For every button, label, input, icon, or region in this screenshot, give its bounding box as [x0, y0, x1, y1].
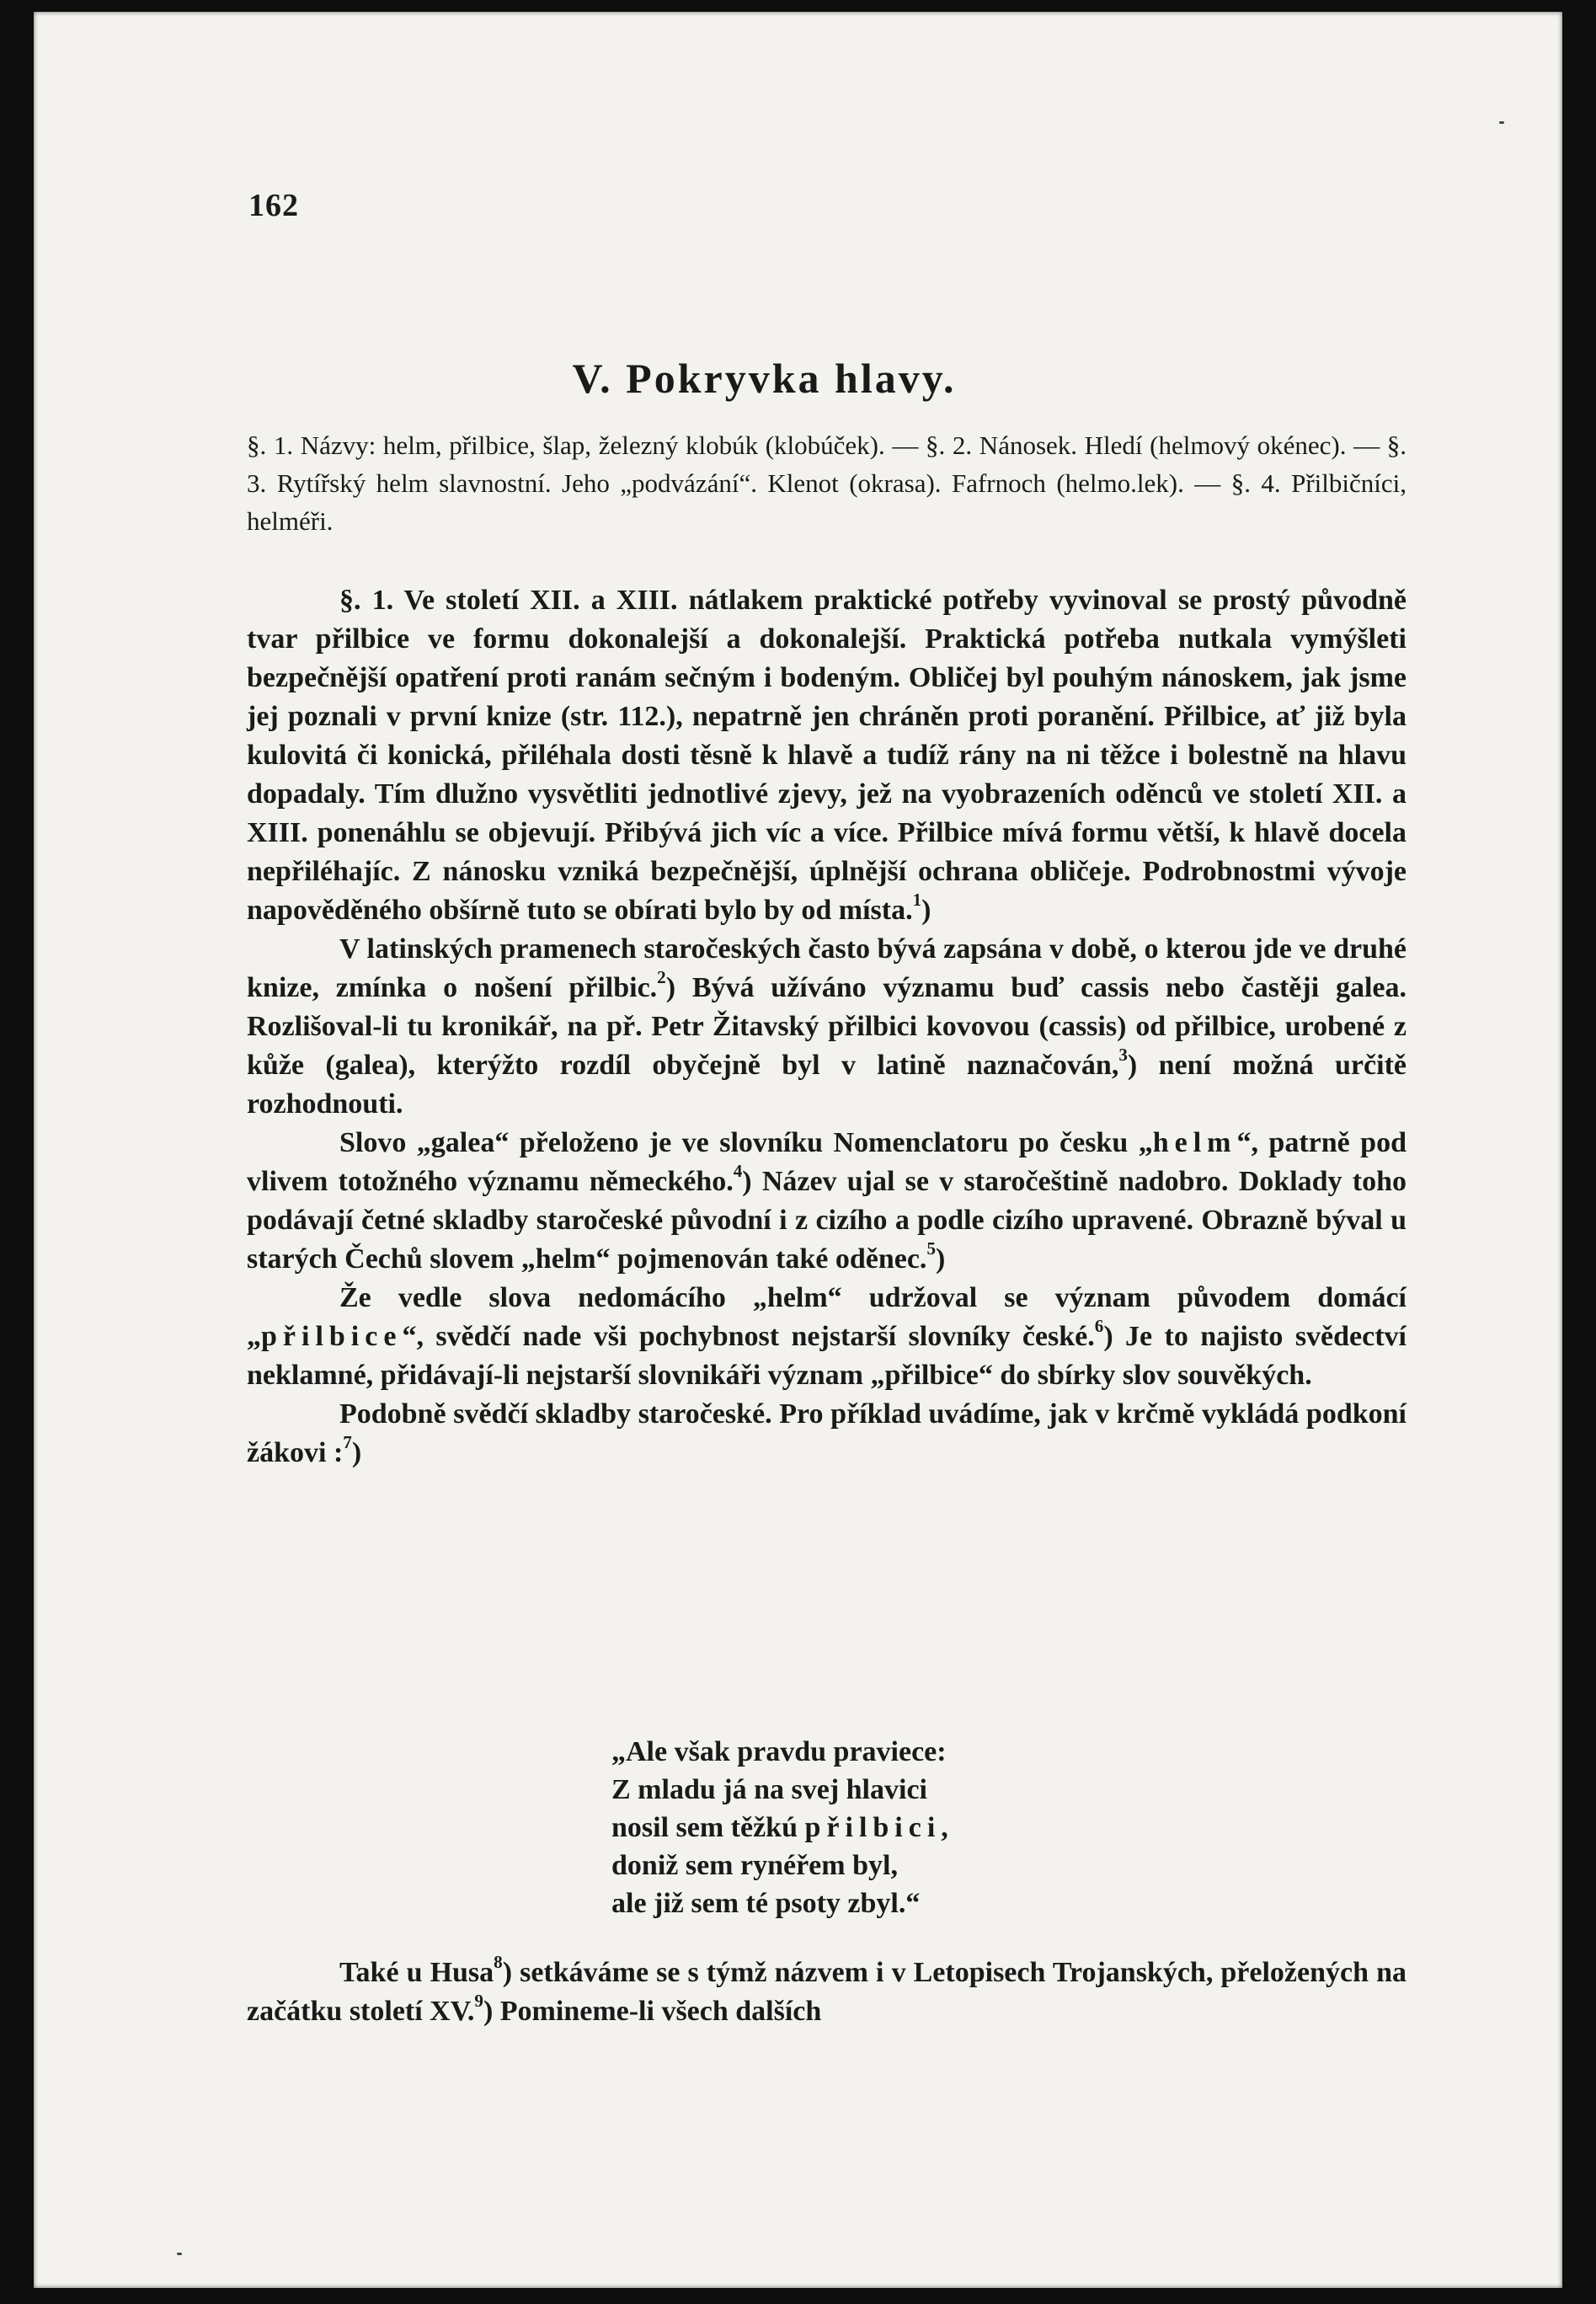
- paragraph-2: V latinských pramenech staročeských často bývá zapsána v době, o kterou jde ve druhé knize, zmínka o nošení přilbic.$^2$) Bývá užíváno významu buď cassis nebo častěji galea. Rozlišoval-li tu kronikář, na př. Petr Žitavský přilbici kovovou (cassis) od přilbice, urobené z kůže (galea), kterýžto rozdíl obyčejně byl v latině naznačován,$^3$) není možná určitě rozhodnouti.: [247, 933, 1407, 1120]
- verse-text: ,: [941, 1812, 948, 1843]
- footnote-ref: 9: [474, 1991, 483, 2012]
- page-number: 162: [248, 188, 299, 223]
- chapter-title: V. Pokryvka hlavy.: [572, 355, 957, 402]
- paragraph-text: Bývá užíváno významu buď cassis nebo častěji galea. Rozlišoval-li tu kronikář, na př. Petr Žitavský přilbici kovovou (cassis) od přilbice, urobené z kůže (galea), kterýžto rozdíl obyčejně byl v latině naznačován,: [247, 972, 1407, 1081]
- paragraph-text: Pomineme-li všech dalších: [493, 1996, 822, 2027]
- paragraph-text: Název ujal se v staročeštině nadobro. Doklady toho podávají četné skladby staročeské původní i z cizího a podle cizího upravené. Obrazně býval u starých Čechů slovem „helm“ pojmenován také oděnec.: [247, 1166, 1407, 1275]
- paragraph-3: Slovo „galea“ přeloženo je ve slovníku Nomenclatoru po česku „helm“, patrně pod vlivem totožného významu německého.$^4$) Název ujal se v staročeštině nadobro. Doklady toho podávají četné skladby staročeské původní i z cizího a podle cizího upravené. Obrazně býval u starých Čechů slovem „helm“ pojmenován také oděnec.$^5$): [247, 1127, 1407, 1275]
- closing-paragraph: [247, 1954, 1407, 2031]
- paragraph-text: §. 1. Ve století XII. a XIII. nátlakem praktické potřeby vyvinoval se prostý původně tvar přilbice ve formu dokonalejší a dokonalejší. Praktická potřeba nutkala vymýšleti bezpečnější opatření proti ranám sečným i bodeným. Obličej byl pouhým nánoskem, jak jsme jej poznali v první knize (str. 112.), nepatrně jen chráněn proti poranění. Přilbice, ať již byla kulovitá či konická, přiléhala dosti těsně k hlavě a tudíž rány na ni těžce i bolestně na hlavu dopadaly. Tím dlužno vysvětliti jednotlivé zjevy, jež na vyobrazeních oděnců ve století XII. a XIII. ponenáhlu se objevují. Přibývá jich víc a více. Přilbice mívá formu větší, k hlavě docela nepřiléhajíc. Z nánosku vzniká bezpečnější, úplnější ochrana obličeje. Podrobnostmi vývoje napověděného obšírně tuto se obírati bylo by od místa.: [247, 585, 1407, 926]
- verse-line: „Ale však pravdu praviece:: [611, 1736, 947, 1767]
- paragraph-text: Podobně svědčí skladby staročeské. Pro příklad uvádíme, jak v krčmě vykládá podkoní žákovi :: [247, 1398, 1407, 1468]
- paragraph-6: Také u Husa$^8$) setkáváme se s týmž názvem i v Letopisech Trojanských, přeložených na začátku století XV.$^9$) Pomineme-li všech dalších: [247, 1952, 1407, 2027]
- verse-line: ale již sem té psoty zbyl.“: [611, 1888, 921, 1919]
- footnote-ref: 7: [343, 1432, 352, 1453]
- main-text: [247, 581, 1407, 1473]
- paragraph-text: Je to najisto svědectví neklamné, přidávají-li nejstarší slovnikáři význam „přilbice“ do sbírky slov souvěkých.: [247, 1321, 1407, 1391]
- emphasized-word: helm: [1152, 1127, 1237, 1158]
- chapter-summary: [247, 426, 1407, 540]
- paragraph-4: Že vedle slova nedomácího „helm“ udržoval se význam původem domácí „přilbice“, svědčí nade vši pochybnost nejstarší slovníky české.$^6$) Je to najisto svědectví neklamné, přidávají-li nejstarší slovnikáři význam „přilbice“ do sbírky slov souvěkých.: [247, 1282, 1407, 1391]
- paragraph-text: Že vedle slova nedomácího „helm“ udržoval se význam původem domácí „: [247, 1282, 1407, 1352]
- footnote-ref: 5: [926, 1238, 936, 1259]
- emphasized-word: přilbice: [261, 1321, 403, 1352]
- paragraph-5: Podobně svědčí skladby staročeské. Pro příklad uvádíme, jak v krčmě vykládá podkoní žákovi :$^7$): [247, 1398, 1407, 1468]
- verse-quotation: [611, 1733, 948, 1922]
- paragraph-1: §. 1. Ve století XII. a XIII. nátlakem praktické potřeby vyvinoval se prostý původně tvar přilbice ve formu dokonalejší a dokonalejší. Praktická potřeba nutkala vymýšleti bezpečnější opatření proti ranám sečným i bodeným. Obličej byl pouhým nánoskem, jak jsme jej poznali v první knize (str. 112.), nepatrně jen chráněn proti poranění. Přilbice, ať již byla kulovitá či konická, přiléhala dosti těsně k hlavě a tudíž rány na ni těžce i bolestně na hlavu dopadaly. Tím dlužno vysvětliti jednotlivé zjevy, jež na vyobrazeních oděnců ve století XII. a XIII. ponenáhlu se objevují. Přibývá jich víc a více. Přilbice mívá formu větší, k hlavě docela nepřiléhajíc. Z nánosku vzniká bezpečnější, úplnější ochrana obličeje. Podrobnostmi vývoje napověděného obšírně tuto se obírati bylo by od místa.$^1$): [247, 585, 1407, 926]
- footnote-ref: 4: [733, 1161, 743, 1182]
- footnote-ref: 1: [912, 890, 922, 911]
- paragraph-text: Slovo „galea“ přeloženo je ve slovníku Nomenclatoru po česku „: [339, 1127, 1153, 1158]
- summary-text: §. 1. Názvy: helm, přilbice, šlap, železný klobúk (klobúček). — §. 2. Nánosek. Hledí (helmový okénec). — §. 3. Rytířský helm slavnostní. Jeho „podvázání“. Klenot (okrasa). Fafrnoch (helmo.lek). — §. 4. Přilbičníci, helméři.: [247, 430, 1407, 536]
- verse-line: doniž sem rynéřem byl,: [611, 1850, 898, 1881]
- scan-speck: [1499, 121, 1504, 124]
- verse-text: nosil sem těžkú: [611, 1812, 805, 1843]
- footnote-ref: 2: [657, 967, 666, 988]
- paragraph-text: “, svědčí nade vši pochybnost nejstarší slovníky české.: [402, 1321, 1095, 1352]
- footnote-ref: 6: [1094, 1316, 1104, 1337]
- footnote-ref: 8: [494, 1952, 503, 1973]
- emphasized-word: přilbici: [804, 1812, 942, 1843]
- scan-speck: [177, 2253, 182, 2255]
- paragraph-text: Také u Husa: [339, 1957, 494, 1988]
- footnote-ref: 3: [1118, 1045, 1128, 1066]
- paragraph-text: setkáváme se s týmž názvem i v Letopisech Trojanských, přeložených na začátku století XV.: [247, 1957, 1407, 2027]
- paragraph-text: “, patrně pod vlivem totožného významu německého.: [247, 1127, 1407, 1197]
- paragraph-text: není možná určitě rozhodnouti.: [247, 1050, 1407, 1120]
- verse-line: Z mladu já na svej hlavici: [611, 1774, 927, 1805]
- paragraph-text: V latinských pramenech staročeských často bývá zapsána v době, o kterou jde ve druhé knize, zmínka o nošení přilbic.: [247, 933, 1407, 1003]
- verse-line: [611, 1809, 948, 1847]
